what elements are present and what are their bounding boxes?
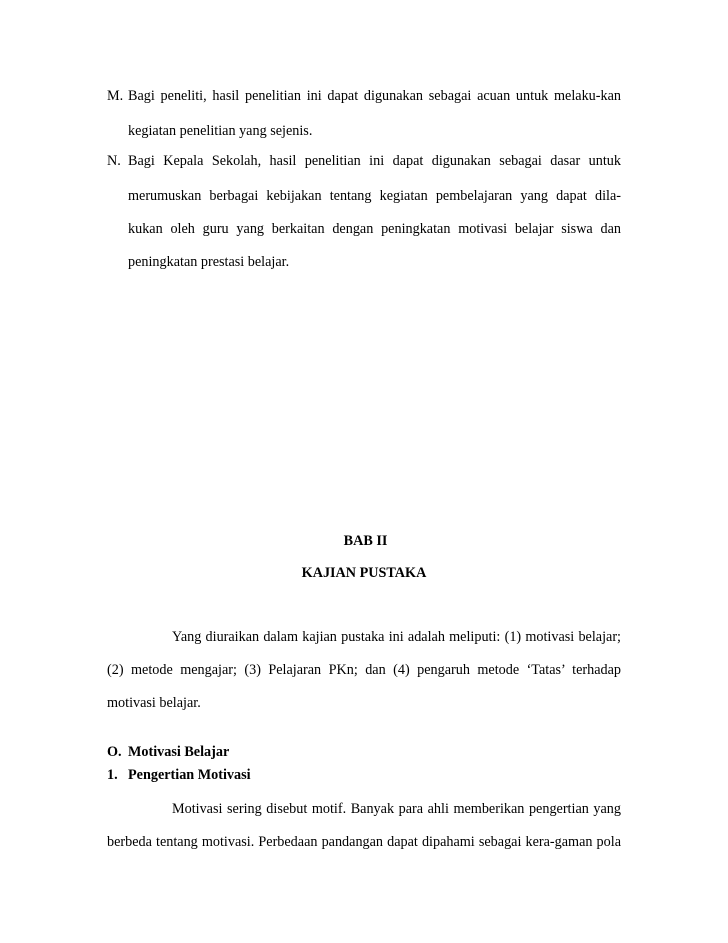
list-item-m-line-2: kegiatan penelitian yang sejenis. bbox=[128, 123, 313, 139]
list-item-m-line-1: Bagi peneliti, hasil penelitian ini dapat digunakan sebagai acuan untuk melaku-kan bbox=[128, 88, 621, 104]
subsection-marker: 1. bbox=[107, 767, 118, 783]
intro-paragraph-line-2: (2) metode mengajar; (3) Pelajaran PKn; dan (4) pengaruh metode ‘Tatas’ terhadap bbox=[107, 662, 621, 678]
list-item-n-line-3: kukan oleh guru yang berkaitan dengan peningkatan motivasi belajar siswa dan bbox=[128, 221, 621, 237]
body-paragraph-line-2: berbeda tentang motivasi. Perbedaan pandangan dapat dipahami sebagai kera-gaman pola bbox=[107, 834, 621, 850]
section-title: Motivasi Belajar bbox=[128, 744, 230, 760]
subsection-title: Pengertian Motivasi bbox=[128, 767, 251, 783]
chapter-title: KAJIAN PUSTAKA bbox=[301, 565, 427, 581]
list-marker-m: M. bbox=[107, 88, 124, 104]
section-marker: O. bbox=[107, 744, 122, 760]
list-marker-n: N. bbox=[107, 153, 121, 169]
intro-paragraph-line-1: Yang diuraikan dalam kajian pustaka ini adalah meliputi: (1) motivasi belajar; bbox=[172, 629, 621, 645]
list-item-n-line-4: peningkatan prestasi belajar. bbox=[128, 254, 290, 270]
chapter-number: BAB II bbox=[343, 533, 388, 549]
list-item-n-line-2: merumuskan berbagai kebijakan tentang kegiatan pembelajaran yang dapat dila- bbox=[128, 188, 621, 204]
body-paragraph-line-1: Motivasi sering disebut motif. Banyak para ahli memberikan pengertian yang bbox=[172, 801, 621, 817]
intro-paragraph-line-3: motivasi belajar. bbox=[107, 695, 201, 711]
list-item-n-line-1: Bagi Kepala Sekolah, hasil penelitian ini dapat digunakan sebagai dasar untuk bbox=[128, 153, 621, 169]
